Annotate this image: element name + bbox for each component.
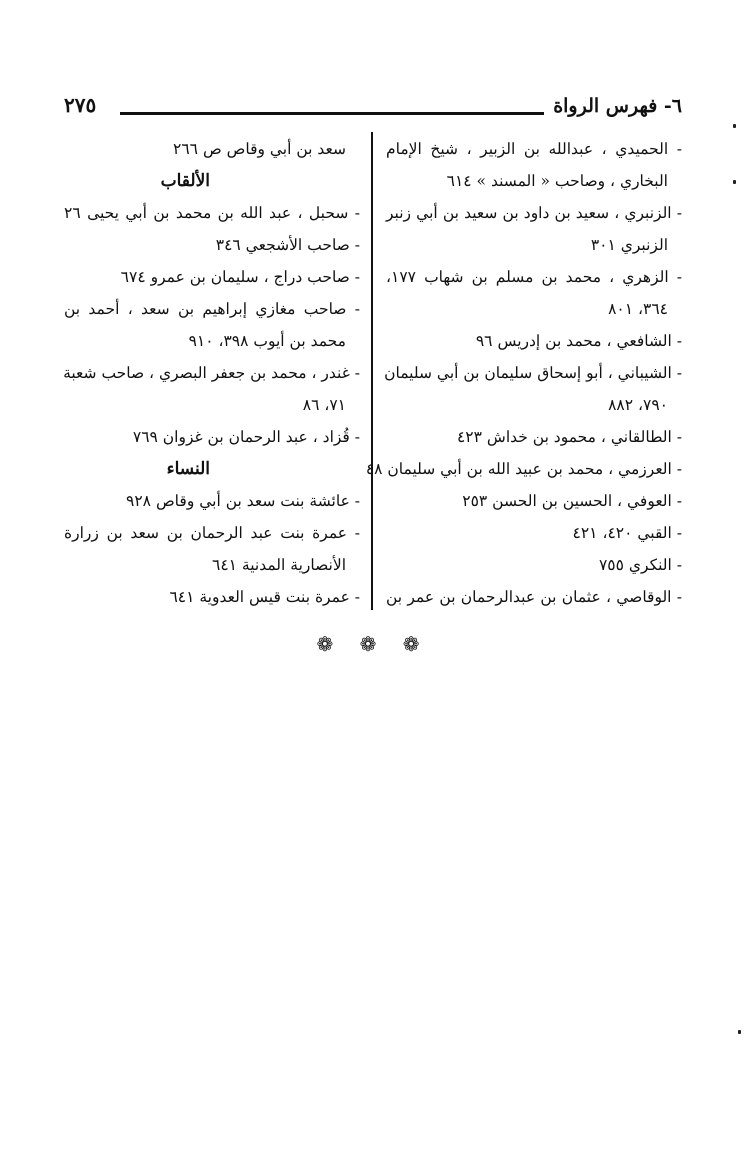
- index-entry: - النكري ٧٥٥: [598, 556, 682, 574]
- section-title: ٦- فهرس الرواة: [553, 95, 682, 117]
- header-rule: [120, 112, 544, 115]
- index-entry: - الزنبري ، سعيد بن داود بن سعيد بن أبي زنبر: [386, 204, 682, 222]
- scan-speck: [738, 1030, 741, 1034]
- index-entry: - الزهري ، محمد بن مسلم بن شهاب ١٧٧،: [386, 268, 682, 286]
- index-entry: - عائشة بنت سعد بن أبي وقاص ٩٢٨: [126, 492, 360, 510]
- index-entry: - صاحب دراج ، سليمان بن عمرو ٦٧٤: [120, 268, 360, 286]
- index-entry: - عمرة بنت قيس العدوية ٦٤١: [169, 588, 360, 606]
- index-entry: - سحبل ، عبد الله بن محمد بن أبي يحيى ٢٦: [64, 204, 360, 222]
- left-column: [64, 133, 360, 613]
- index-entry: - الشافعي ، محمد بن إدريس ٩٦: [475, 332, 682, 350]
- index-entry-continuation: ٣٦٤، ٨٠١: [608, 300, 668, 318]
- index-entry: - غندر ، محمد بن جعفر البصري ، صاحب شعبة: [63, 364, 360, 382]
- column-divider: [371, 132, 373, 610]
- right-column: [365, 133, 682, 613]
- section-heading-titles: الألقاب: [160, 171, 210, 191]
- index-entry-continuation: البخاري ، وصاحب « المسند » ٦١٤: [446, 172, 668, 190]
- index-entry: - الشيباني ، أبو إسحاق سليمان بن أبي سليمان: [384, 364, 682, 382]
- index-entry-continuation: الأنصارية المدنية ٦٤١: [212, 556, 346, 574]
- index-entry: - العرزمي ، محمد بن عبيد الله بن أبي سليمان ٤٨: [365, 460, 682, 478]
- index-entry: - الطالقاني ، محمود بن خداش ٤٢٣: [456, 428, 682, 446]
- scan-speck: [733, 180, 736, 184]
- section-heading-women: النساء: [166, 459, 210, 479]
- index-entry-continuation: محمد بن أيوب ٣٩٨، ٩١٠: [188, 332, 346, 350]
- index-entry: - الحميدي ، عبدالله بن الزبير ، شيخ الإمام: [386, 140, 682, 158]
- index-entry: - الوقاصي ، عثمان بن عبدالرحمان بن عمر بن: [386, 588, 682, 606]
- scan-speck: [733, 124, 736, 128]
- index-entry: - العوفي ، الحسين بن الحسن ٢٥٣: [462, 492, 682, 510]
- index-entry-continuation: ٧١، ٨٦: [302, 396, 346, 414]
- index-entry-continuation: سعد بن أبي وقاص ص ٢٦٦: [173, 140, 346, 158]
- page-number: ٢٧٥: [64, 93, 97, 117]
- index-entry: - قُزاد ، عبد الرحمان بن غزوان ٧٦٩: [132, 428, 360, 446]
- index-entry: - صاحب الأشجعي ٣٤٦: [215, 236, 360, 254]
- index-entry: - القبي ٤٢٠، ٤٢١: [572, 524, 682, 542]
- index-entry-continuation: الزنبري ٣٠١: [590, 236, 668, 254]
- end-ornament: ❁ ❁ ❁: [316, 632, 430, 656]
- index-entry: - عمرة بنت عبد الرحمان بن سعد بن زرارة: [64, 524, 360, 542]
- index-entry: - صاحب مغازي إبراهيم بن سعد ، أحمد بن: [64, 300, 360, 318]
- index-entry-continuation: ٧٩٠، ٨٨٢: [608, 396, 668, 414]
